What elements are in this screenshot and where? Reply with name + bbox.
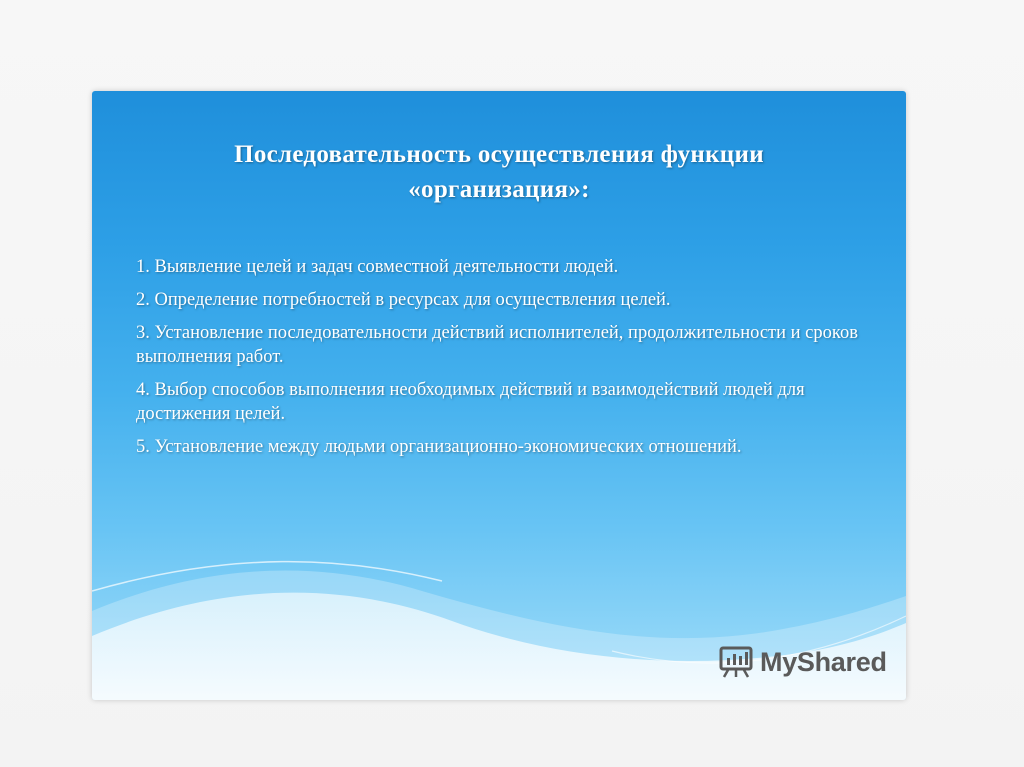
step-item-5: 5. Установление между людьми организационно-экономических отношений. [136,437,742,457]
myshared-logo-text: MyShared [760,646,887,677]
slide-title-line-1: Последовательность осуществления функции [234,141,764,168]
slide-title [112,137,886,207]
slide-title-line-2: «организация»: [408,176,590,203]
steps-list [136,255,876,468]
myshared-watermark[interactable] [718,642,887,682]
step-item-1: 1. Выявление целей и задач совместной деятельности людей. [136,257,619,277]
step-item-2: 2. Определение потребностей в ресурсах для осуществления целей. [136,290,671,310]
step-item-3: 3. Установление последовательности действий исполнителей, продолжительности и сроков выполнения работ. [136,323,858,367]
slide [92,91,906,700]
myshared-logo-icon [718,644,754,680]
step-item-4: 4. Выбор способов выполнения необходимых действий и взаимодействий людей для достижения целей. [136,380,805,424]
